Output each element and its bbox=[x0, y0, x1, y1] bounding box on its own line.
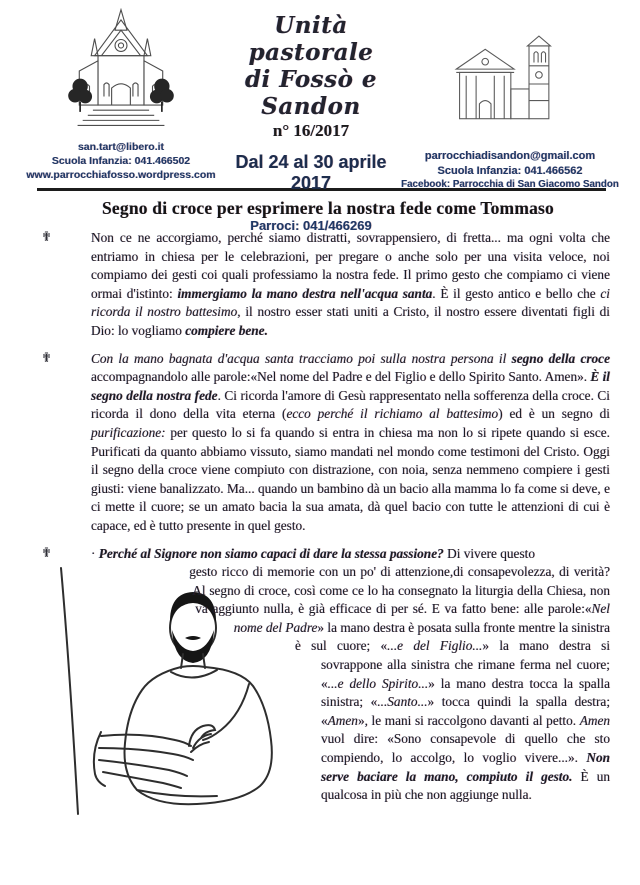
issue-number: n° 16/2017 bbox=[272, 121, 350, 140]
paragraph-2 bbox=[0, 350, 640, 536]
fosso-email: san.tart@libero.it bbox=[77, 141, 165, 153]
paragraph-2-text: Con la mano bagnata d'acqua santa tracciamo poi sulla nostra persona il segno della croce accompagnandolo alle parole:«Nel nome del Padre e del Figlio e dello Spirito Santo. Amen». È il segno della nostra fede. Ci ricorda l'amore di Gesù rappresentato nella sofferenza della croce. Ci ricorda il dono della vita eterna (ecco perché il richiamo al battesimo) ed è un segno di purificazione: per questo lo si fa quando si entra in chiesa ma non lo si ripete quando si esce. Purificati da quanto abbiamo vissuto, siamo mandati nel mondo come testimoni del Cristo. Oggi il segno della croce viene compiuto con distrazione, con noia, senza nemmeno compiere i gesti giusti: viene banalizzato. Ma... quando un bambino dà un bacio alla mamma lo fa come si deve, e ci mette il cuore; se un amato bacia la sua amata, dà quel bacio con tutte le attenzioni di cui è capace, ed è tutto presente in quel gesto. bbox=[91, 350, 610, 533]
newsletter-title-line2: di Fossò e Sandon bbox=[244, 66, 378, 120]
cross-bullet-icon: ✟ bbox=[41, 230, 52, 245]
sandon-school-phone: Scuola Infanzia: 041.466562 bbox=[437, 164, 583, 177]
parroci-phone: Parroci: 041/466269 bbox=[250, 218, 372, 233]
paragraph-1 bbox=[0, 229, 640, 341]
masthead-title-block bbox=[232, 8, 390, 233]
fosso-contact-block bbox=[10, 140, 232, 182]
fosso-website: www.parrocchiafosso.wordpress.com bbox=[26, 169, 216, 181]
newsletter-title-line1: Unità pastorale bbox=[248, 12, 374, 66]
article-title: Segno di croce per esprimere la nostra fede come Tommaso bbox=[101, 198, 555, 218]
sandon-facebook: Facebook: Parrocchia di San Giacomo Sandon bbox=[401, 179, 619, 190]
sandon-contact-block bbox=[390, 149, 630, 193]
church-belltower-icon bbox=[448, 34, 572, 139]
masthead-left-column bbox=[10, 8, 232, 186]
sandon-email: parrocchiadisandon@gmail.com bbox=[424, 150, 596, 162]
paragraph-3-lead: · Perché al Signore non siamo capaci di dare la stessa passione? Di vivere questo bbox=[91, 545, 535, 561]
article bbox=[0, 198, 640, 816]
week-date-range: Dal 24 al 30 aprile 2017 bbox=[235, 152, 387, 193]
paragraph-3-rest: gesto ricco di memorie con un po' di attenzione,di consapevolezza, di verità? Al segno di croce, così come ce lo ha consegnato la liturgia della Chiesa, non va aggiunto nulla, è già efficace di per sé. E va fatto bene: alle parole:«Nel nome del Padre» la mano destra è posata sulla fronte mentre la sinistra è sul cuore; «...e del Figlio...» la mano destra si sovrappone alla sinistra che rimane ferma nel cuore; «...e dello Spirito...» la mano destra tocca la spalla sinistra; «...Santo...» tocca quindi la spalla destra; «Amen», le mani si raccolgono davanti al petto. Amen vuol dire: «Sono consapevole di quello che sto compiendo, lo accolgo, lo voglio vivere...». Non serve baciare la mano, compiuto il gesto. È un qualcosa in più che non aggiunge nulla. bbox=[189, 564, 611, 803]
paragraph-1-text: Non ce ne accorgiamo, perché siamo distratti, sovrappensiero, di fretta... ma ogni volta che entriamo in chiesa per le celebrazioni, per pregare o anche solo per una visita veloce, noi compiamo dei gesti coi quali professiamo la nostra fede. Il primo gesto che compiamo ci viene ormai d'istinto: immergiamo la mano destra nell'acqua santa. È il gesto antico e bello che ci ricorda il nostro battesimo, il nostro esser stati uniti a Cristo, il nostro essere diventati figli di Dio: lo vogliamo compiere bene. bbox=[91, 230, 610, 338]
church-facade-icon bbox=[57, 8, 185, 139]
fosso-school-phone: Scuola Infanzia: 041.466502 bbox=[51, 155, 191, 167]
cross-bullet-icon: ✟ bbox=[41, 545, 52, 561]
paragraph-3 bbox=[0, 545, 640, 817]
cross-bullet-icon: ✟ bbox=[41, 350, 52, 366]
masthead-right-column bbox=[390, 8, 630, 190]
